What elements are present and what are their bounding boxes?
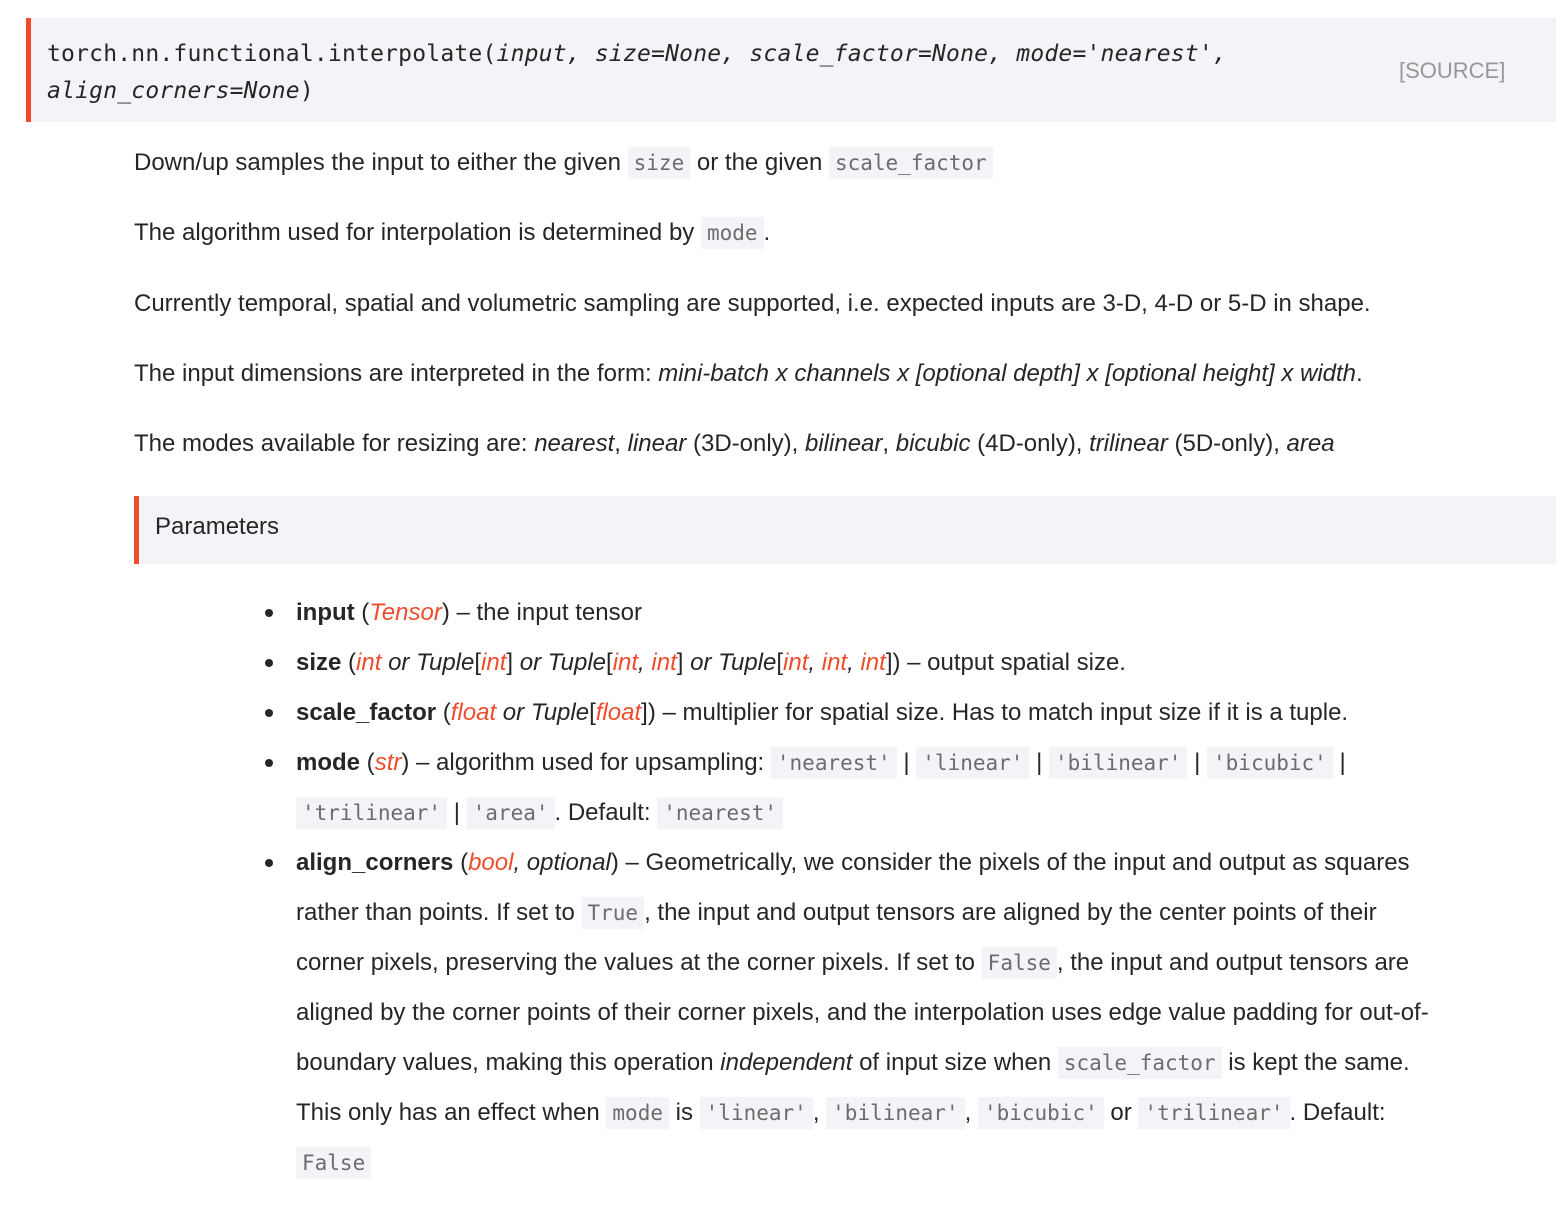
- type-comma: ,: [513, 849, 527, 876]
- align-desc-3a: corner pixels, preserving the values at the corner pixels. If set to: [296, 949, 982, 976]
- code-bicubic: 'bicubic': [1207, 747, 1333, 779]
- code-default-false: False: [296, 1147, 371, 1179]
- type-link-int[interactable]: int: [651, 649, 677, 676]
- pipe-separator: |: [1029, 749, 1049, 776]
- code-default-nearest: 'nearest': [657, 797, 783, 829]
- code-nearest: 'nearest': [771, 747, 897, 779]
- code-mode: mode: [606, 1097, 669, 1129]
- param-item-align-corners: [262, 838, 1556, 1188]
- type-or: or: [683, 649, 719, 676]
- or-word: or: [1103, 1099, 1139, 1126]
- type-bracket: ]: [506, 649, 514, 676]
- type-optional: optional: [526, 849, 611, 876]
- p4-suffix: .: [1356, 360, 1363, 387]
- function-name: torch.nn.functional.interpolate: [47, 41, 483, 67]
- type-tuple: Tuple: [530, 699, 590, 726]
- pipe-separator: |: [1332, 749, 1346, 776]
- description-paragraph-4: [134, 356, 1363, 392]
- type-bracket: [: [474, 649, 482, 676]
- code-trilinear: 'trilinear': [296, 797, 447, 829]
- type-or: or: [513, 649, 548, 676]
- type-link-int[interactable]: int: [481, 649, 507, 676]
- align-desc-5a: boundary values, making this operation: [296, 1049, 721, 1076]
- type-link-float[interactable]: float: [450, 699, 497, 726]
- type-bracket: ]: [641, 699, 648, 726]
- align-line-5: [296, 1038, 1556, 1088]
- pipe-separator: |: [447, 799, 467, 826]
- align-line-6: [296, 1088, 1556, 1138]
- comma-separator: ,: [812, 1099, 827, 1126]
- pipe-separator: |: [1187, 749, 1208, 776]
- type-open-paren: (: [453, 849, 469, 876]
- param-item-size: [262, 638, 1556, 688]
- p5-prefix: The modes available for resizing are:: [134, 430, 535, 457]
- align-desc-1: – Geometrically, we consider the pixels of the input and output as squares: [618, 849, 1410, 876]
- align-line-7: [296, 1138, 1556, 1188]
- mode-area: area: [1286, 430, 1335, 457]
- type-tuple: Tuple: [416, 649, 475, 676]
- type-tuple: Tuple: [547, 649, 607, 676]
- align-desc-5b: of input size when: [852, 1049, 1058, 1076]
- type-link-tensor[interactable]: Tensor: [369, 599, 442, 626]
- param-desc-input: – the input tensor: [449, 599, 642, 626]
- default-label: . Default:: [1289, 1099, 1386, 1126]
- code-bicubic: 'bicubic': [978, 1097, 1104, 1129]
- parameters-section-header: [134, 496, 1556, 564]
- type-tuple: Tuple: [718, 649, 777, 676]
- description-paragraph-5: [134, 426, 1335, 462]
- pipe-separator: |: [896, 749, 917, 776]
- type-link-int[interactable]: int: [860, 649, 886, 676]
- p1-prefix: Down/up samples the input to either the given: [134, 149, 628, 176]
- p5-note-4d: (4D-only),: [970, 430, 1090, 457]
- type-bracket: [: [776, 649, 784, 676]
- code-linear: 'linear': [700, 1097, 813, 1129]
- mode-nearest: nearest: [534, 430, 615, 457]
- signature-close-paren: ): [299, 78, 314, 104]
- type-link-bool[interactable]: bool: [468, 849, 514, 876]
- code-size: size: [628, 147, 691, 179]
- function-signature-block: [26, 18, 1556, 122]
- align-desc-5c: is kept the same.: [1221, 1049, 1410, 1076]
- description-paragraph-1: [134, 145, 993, 181]
- align-line-3: [296, 938, 1556, 988]
- param-desc-size: – output spatial size.: [900, 649, 1126, 676]
- align-desc-6b: is: [668, 1099, 700, 1126]
- align-desc-3b: , the input and output tensors are: [1056, 949, 1410, 976]
- align-desc-2a: rather than points. If set to: [296, 899, 582, 926]
- mode-linear: linear: [627, 430, 687, 457]
- param-item-mode: [262, 738, 1556, 838]
- mode-bilinear: bilinear: [805, 430, 883, 457]
- align-desc-6a: This only has an effect when: [296, 1099, 607, 1126]
- bullet-icon: [265, 659, 273, 667]
- type-bracket: ]: [885, 649, 893, 676]
- source-link[interactable]: [SOURCE]: [1399, 58, 1506, 83]
- type-link-int[interactable]: int: [612, 649, 639, 676]
- p2-suffix: .: [763, 219, 771, 246]
- type-link-int[interactable]: int: [783, 649, 809, 676]
- param-name-mode: mode: [296, 749, 361, 776]
- type-bracket: ]: [676, 649, 684, 676]
- type-link-float[interactable]: float: [595, 699, 642, 726]
- default-label: . Default:: [554, 799, 658, 826]
- mode-line-1: [296, 738, 1556, 788]
- p5-note-3d: (3D-only),: [686, 430, 805, 457]
- param-item-input: [262, 588, 1556, 638]
- type-comma: ,: [808, 649, 822, 676]
- signature-args-line2: align_corners=None: [47, 78, 300, 104]
- mode-trilinear: trilinear: [1089, 430, 1168, 457]
- align-line-4: aligned by the corner points of their corner pixels, and the interpolation uses edge value padding for out-of-: [296, 999, 1429, 1026]
- code-trilinear: 'trilinear': [1138, 1097, 1289, 1129]
- type-link-str[interactable]: str: [374, 749, 402, 776]
- type-close-paren: ): [441, 599, 450, 626]
- type-open-paren: (: [360, 749, 375, 776]
- bullet-icon: [265, 859, 273, 867]
- description-paragraph-2: [134, 215, 770, 251]
- bullet-icon: [265, 709, 273, 717]
- code-linear: 'linear': [916, 747, 1029, 779]
- align-desc-2b: , the input and output tensors are aligned by the center points of their: [644, 899, 1377, 926]
- type-bracket: [: [606, 649, 613, 676]
- param-name-size: size: [296, 649, 342, 676]
- p5-sep: ,: [614, 430, 628, 457]
- align-line-1: [296, 838, 1556, 888]
- p4-dimensions: mini-batch x channels x [optional depth] x [optional height] x width: [658, 360, 1357, 387]
- code-scale-factor: scale_factor: [1058, 1047, 1222, 1079]
- function-signature: [47, 36, 1347, 110]
- parameters-heading: Parameters: [155, 513, 280, 540]
- type-link-int[interactable]: int: [356, 649, 382, 676]
- mode-line-2: [296, 788, 1556, 838]
- type-close-paren: ): [610, 849, 619, 876]
- param-desc-mode: – algorithm used for upsampling:: [409, 749, 771, 776]
- align-emphasis-independent: independent: [720, 1049, 853, 1076]
- description-paragraph-3: Currently temporal, spatial and volumetric sampling are supported, i.e. expected inputs are 3-D, 4-D or 5-D in shape.: [134, 290, 1371, 317]
- align-line-2: [296, 888, 1556, 938]
- comma-separator: ,: [964, 1099, 978, 1126]
- type-link-int[interactable]: int: [821, 649, 848, 676]
- code-bilinear: 'bilinear': [826, 1097, 964, 1129]
- code-mode: mode: [701, 217, 764, 249]
- p1-middle: or the given: [690, 149, 829, 176]
- code-false: False: [982, 947, 1057, 979]
- param-item-scale-factor: [262, 688, 1556, 738]
- p2-prefix: The algorithm used for interpolation is determined by: [134, 219, 701, 246]
- bullet-icon: [265, 759, 273, 767]
- p5-note-5d: (5D-only),: [1167, 430, 1287, 457]
- type-close-paren: ): [647, 699, 656, 726]
- type-close-paren: ): [401, 749, 410, 776]
- signature-open-paren: (: [482, 41, 497, 67]
- type-or: or: [381, 649, 417, 676]
- param-desc-scale-factor: – multiplier for spatial size. Has to match input size if it is a tuple.: [655, 699, 1349, 726]
- code-scale-factor: scale_factor: [829, 147, 993, 179]
- type-comma: ,: [847, 649, 861, 676]
- param-name-scale-factor: scale_factor: [296, 699, 437, 726]
- mode-bicubic: bicubic: [895, 430, 971, 457]
- bullet-icon: [265, 609, 273, 617]
- type-close-paren: ): [892, 649, 901, 676]
- code-true: True: [582, 897, 645, 929]
- type-comma: ,: [638, 649, 652, 676]
- p4-prefix: The input dimensions are interpreted in the form:: [134, 360, 659, 387]
- type-open-paren: (: [354, 599, 370, 626]
- type-open-paren: (: [436, 699, 451, 726]
- type-bracket: [: [589, 699, 596, 726]
- code-area: 'area': [467, 797, 555, 829]
- signature-args-line1: input, size=None, scale_factor=None, mode='nearest',: [496, 41, 1227, 67]
- param-name-input: input: [296, 599, 355, 626]
- code-bilinear: 'bilinear': [1049, 747, 1187, 779]
- p5-sep: ,: [882, 430, 896, 457]
- type-open-paren: (: [341, 649, 357, 676]
- param-name-align-corners: align_corners: [296, 849, 454, 876]
- parameters-list: [262, 588, 1556, 1188]
- type-or: or: [496, 699, 531, 726]
